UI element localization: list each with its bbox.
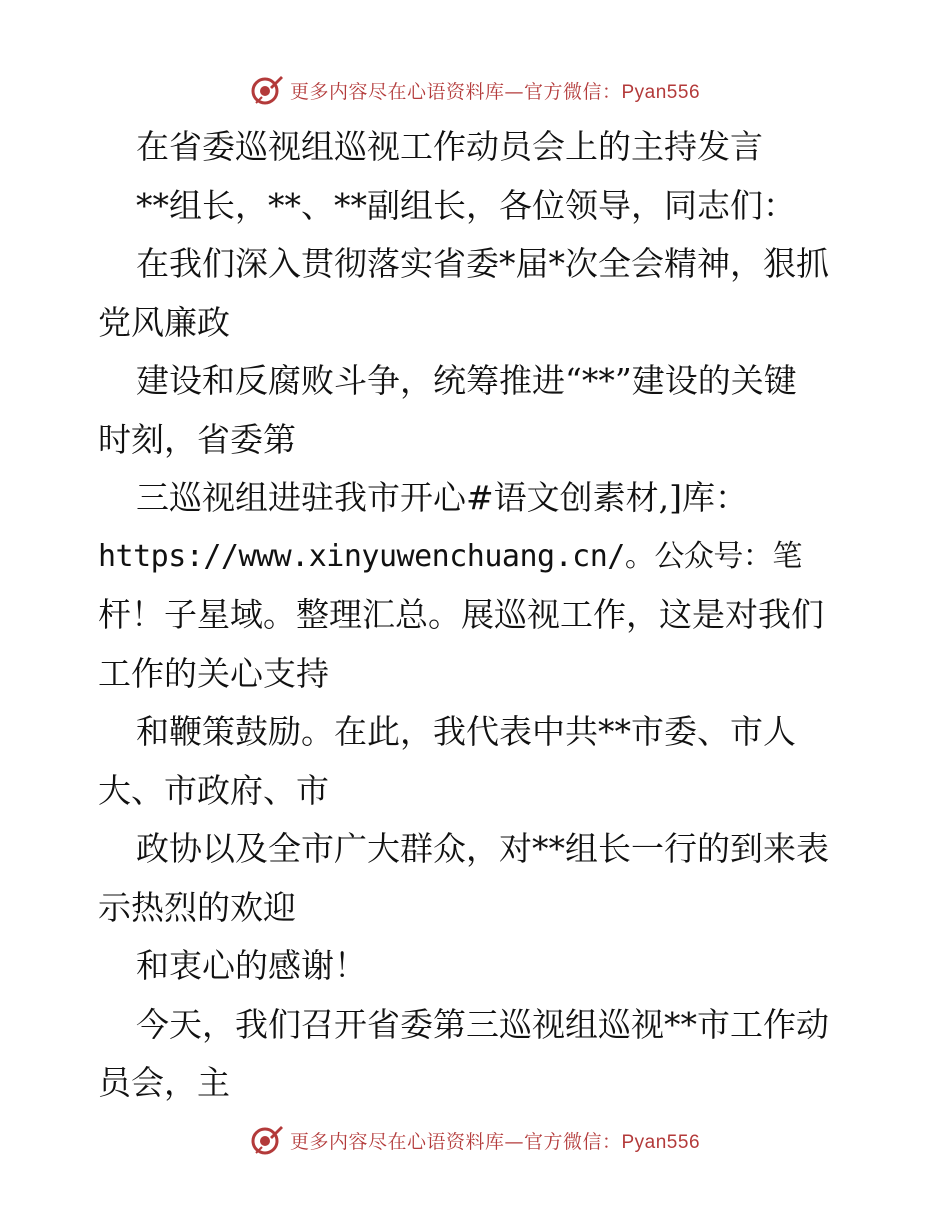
text-line: 在我们深入贯彻落实省委*届*次全会精神，狠抓 xyxy=(136,244,829,283)
text-line: 建设和反腐败斗争，统筹推进“**”建设的关键 xyxy=(136,361,797,400)
brand-logo-icon xyxy=(250,73,284,107)
header-banner xyxy=(0,70,950,110)
document-body xyxy=(98,118,858,1113)
banner-text: 更多内容尽在心语资料库—官方微信：Pyan556 xyxy=(289,80,701,103)
text-line: 在省委巡视组巡视工作动员会上的主持发言 xyxy=(136,127,763,166)
text-line: 政协以及全市广大群众，对**组长一行的到来表 xyxy=(136,829,829,868)
footer-banner xyxy=(0,1120,950,1160)
text-line: https://www.xinyuwenchuang.cn/。公众号：笔 xyxy=(98,538,802,574)
banner-handle: Pyan556 xyxy=(621,1131,701,1153)
text-line: 和鞭策鼓励。在此，我代表中共**市委、市人 xyxy=(136,712,796,751)
banner-handle: Pyan556 xyxy=(621,81,701,103)
text-line: **组长，**、**副组长，各位领导，同志们： xyxy=(136,185,796,225)
text-line: 工作的关心支持 xyxy=(98,653,329,693)
banner-text: 更多内容尽在心语资料库—官方微信：Pyan556 xyxy=(289,1130,701,1153)
text-line: 和衷心的感谢！ xyxy=(136,946,367,985)
text-line: 党风廉政 xyxy=(98,302,230,342)
text-line: 杆！子星域。整理汇总。展巡视工作，这是对我们 xyxy=(98,595,824,634)
brand-logo-icon xyxy=(250,1123,284,1157)
text-line: 示热烈的欢迎 xyxy=(98,887,296,927)
text-line: 今天，我们召开省委第三巡视组巡视**市工作动 xyxy=(136,1004,829,1044)
text-line: 时刻，省委第 xyxy=(98,419,296,459)
text-line: 三巡视组进驻我市开心#语文创素材,]库： xyxy=(136,478,749,517)
text-line: 员会，主 xyxy=(98,1063,230,1102)
text-line: 大、市政府、市 xyxy=(98,770,329,810)
